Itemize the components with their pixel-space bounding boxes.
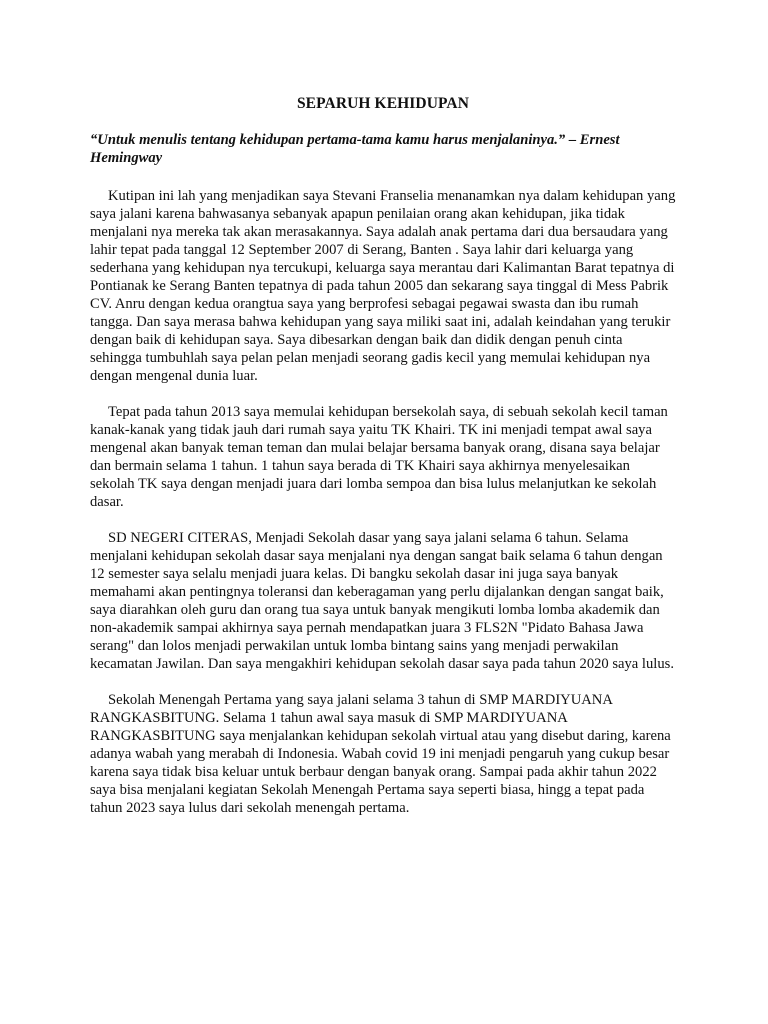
paragraph-4: Sekolah Menengah Pertama yang saya jalani selama 3 tahun di SMP MARDIYUANA RANGKASBITUNG. Selama 1 tahun awal saya masuk di SMP MARDIYUANA RANGKASBITUNG saya menjalankan kehidupan sekolah virtual atau yang disebut daring, karena adanya wabah yang merabah di Indonesia. Wabah covid 19 ini menjadi pengaruh yang cukup besar karena saya tidak bisa keluar untuk berbaur dengan banyak orang. Sampai pada akhir tahun 2022 saya bisa menjalani kegiatan Sekolah Menengah Pertama saya seperti biasa, hingg a tepat pada tahun 2023 saya lulus dari sekolah menengah pertama. xyxy=(90,692,671,816)
paragraph-2: Tepat pada tahun 2013 saya memulai kehidupan bersekolah saya, di sebuah sekolah kecil taman kanak-kanak yang tidak jauh dari rumah saya yaitu TK Khairi. TK ini menjadi tempat awal saya mengenal akan banyak teman teman dan mulai belajar bersama banyak orang, disana saya belajar dan bermain selama 1 tahun. 1 tahun saya berada di TK Khairi saya akhirnya menyelesaikan sekolah TK saya dengan menjadi juara dari lomba sempoa dan bisa lulus melanjutkan ke sekolah dasar. xyxy=(90,404,668,510)
paragraph-3: SD NEGERI CITERAS, Menjadi Sekolah dasar yang saya jalani selama 6 tahun. Selama menjalani kehidupan sekolah dasar saya menjalani nya dengan sangat baik selama 6 tahun dengan 12 semester saya selalu menjadi juara kelas. Di bangku sekolah dasar ini juga saya banyak memahami akan pentingnya toleransi dan keberagaman yang perlu dijalankan dengan sangat baik, saya diarahkan oleh guru dan orang tua saya untuk banyak mengikuti lomba lomba akademik dan non-akademik sampai akhirnya saya pernah mendapatkan juara 3 FLS2N "Pidato Bahasa Jawa serang" dan lolos menjadi perwakilan untuk lomba bintang sains yang menjadi perwakilan kecamatan Jawilan. Dan saya mengakhiri kehidupan sekolah dasar saya pada tahun 2020 saya lulus. xyxy=(90,530,674,672)
epigraph-quote: “Untuk menulis tentang kehidupan pertama-tama kamu harus menjalaninya.” – Ernest Hemingway xyxy=(90,132,620,166)
paragraph-1: Kutipan ini lah yang menjadikan saya Stevani Franselia menanamkan nya dalam kehidupan yang saya jalani karena bahwasanya sebanyak apapun penilaian orang akan kehidupan, jika tidak menjalani nya mereka tak akan merasakannya. Saya adalah anak pertama dari dua bersaudara yang lahir tepat pada tanggal 12 September 2007 di Serang, Banten . Saya lahir dari keluarga yang sederhana yang kehidupan nya tercukupi, keluarga saya merantau dari Kalimantan Barat tepatnya di Pontianak ke Serang Banten tepatnya di pada tahun 2005 dan sekarang saya tinggal di Mess Pabrik CV. Anru dengan kedua orangtua saya yang berprofesi sebagai pegawai swasta dan ibu rumah tangga. Dan saya merasa bahwa kehidupan yang saya miliki saat ini, adalah keindahan yang terukir dengan baik di kehidupan saya. Saya dibesarkan dengan baik dan didik dengan penuh cinta sehingga tumbuhlah saya pelan pelan menjadi seorang gadis kecil yang memulai kehidupan nya dengan mengenal dunia luar. xyxy=(90,188,676,384)
document-title: SEPARUH KEHIDUPAN xyxy=(296,95,470,112)
